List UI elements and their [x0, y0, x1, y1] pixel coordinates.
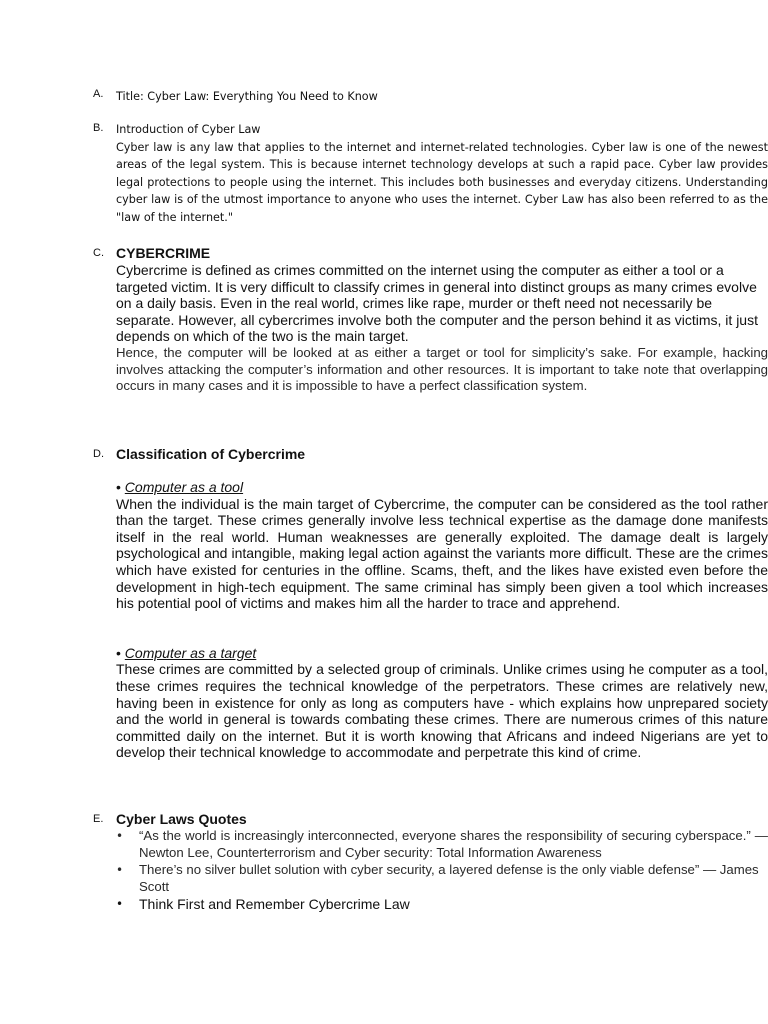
- section-e-content: [116, 811, 768, 913]
- section-heading: Classification of Cybercrime: [116, 446, 306, 462]
- tool-paragraph: When the individual is the main target of Cybercrime, the computer can be considered as the tool rather than the target. These crimes generally involve less technical expertise as the damage done manifests itself in the real world. Human weaknesses are generally exploited. The damage dealt is largely psychological and intangible, making legal action against the variants more difficult. These are the crimes which have existed for centuries in the offline. Scams, theft, and the likes have existed even before the development in high-tech equipment. The same criminal has simply been given a tool which increases his potential pool of victims and makes him all the harder to trace and apprehend.: [116, 495, 768, 612]
- section-heading: CYBERCRIME: [116, 245, 211, 261]
- section-heading: Introduction of Cyber Law: [116, 123, 261, 136]
- document-title: Title: Cyber Law: Everything You Need to Know: [116, 90, 378, 103]
- bullet: •: [116, 863, 124, 878]
- list-item: [116, 828, 768, 861]
- section-letter: D.: [93, 448, 104, 460]
- cybercrime-paragraph: Cybercrime is defined as crimes committed on the internet using the computer as either a tool or a targeted victim. It is very difficult to classify crimes in general into distinct groups as many crimes evolve on a daily basis. Even in the real world, crimes like rape, murder or theft need not necessarily be separate. However, all cybercrimes involve both the computer and the person behind it as victims, it just depends on which of the two is the main target.: [116, 262, 758, 345]
- bullet: •: [116, 897, 124, 912]
- section-letter: B.: [93, 122, 104, 134]
- subheading-target-title: Computer as a target: [124, 644, 257, 661]
- section-letter: A.: [93, 88, 104, 100]
- bullet: •: [116, 479, 121, 495]
- intro-paragraph: Cyber law is any law that applies to the internet and internet-related technologies. Cyber law is one of the newest areas of the legal system. This is because internet technology develops at such a rapid pace. Cyber law provides legal protections to people using the internet. This includes both businesses and everyday citizens. Understanding cyber law is of the utmost importance to anyone who uses the internet. Cyber Law has also been referred to as the "law of the internet.": [116, 140, 768, 224]
- bullet: •: [116, 644, 121, 661]
- quote-text: Think First and Remember Cybercrime Law: [139, 896, 410, 913]
- section-d-content: [116, 446, 768, 761]
- subheading-tool: [116, 479, 768, 496]
- list-item: [116, 862, 768, 895]
- cybercrime-paragraph-2: Hence, the computer will be looked at as either a target or tool for simplicity’s sake. For example, hacking involves attacking the computer’s information and other resources. It is important to take note that overlapping occurs in many cases and it is impossible to have a perfect classification system.: [116, 344, 768, 394]
- quotes-list: [116, 828, 768, 913]
- quote-text: “As the world is increasingly interconnected, everyone shares the responsibility of securing cyberspace.” — Newton Lee, Counterterrorism and Cyber security: Total Information Awareness: [139, 828, 768, 860]
- section-c-content: [116, 245, 768, 395]
- section-letter: C.: [93, 247, 104, 259]
- target-paragraph: These crimes are committed by a selected group of criminals. Unlike crimes using he computer as a tool, these crimes requires the technical knowledge of the perpetrators. These crimes are relatively new, having been in existence for only as long as computers have - which explains how unprepared society and the world in general is towards combating these crimes. There are numerous crimes of this nature committed daily on the internet. But it is worth knowing that Africans and indeed Nigerians are yet to develop their technical knowledge to accommodate and perpetrate this kind of crime.: [116, 661, 768, 761]
- list-item: [116, 896, 768, 913]
- quote-text: There’s no silver bullet solution with cyber security, a layered defense is the only viable defense” — James Scott: [139, 862, 759, 894]
- section-letter: E.: [93, 813, 104, 825]
- subheading-target: [116, 645, 768, 662]
- bullet: •: [116, 829, 124, 843]
- section-b-content: [116, 121, 768, 227]
- subheading-tool-title: Computer as a tool: [124, 479, 244, 495]
- section-heading: Cyber Laws Quotes: [116, 811, 247, 827]
